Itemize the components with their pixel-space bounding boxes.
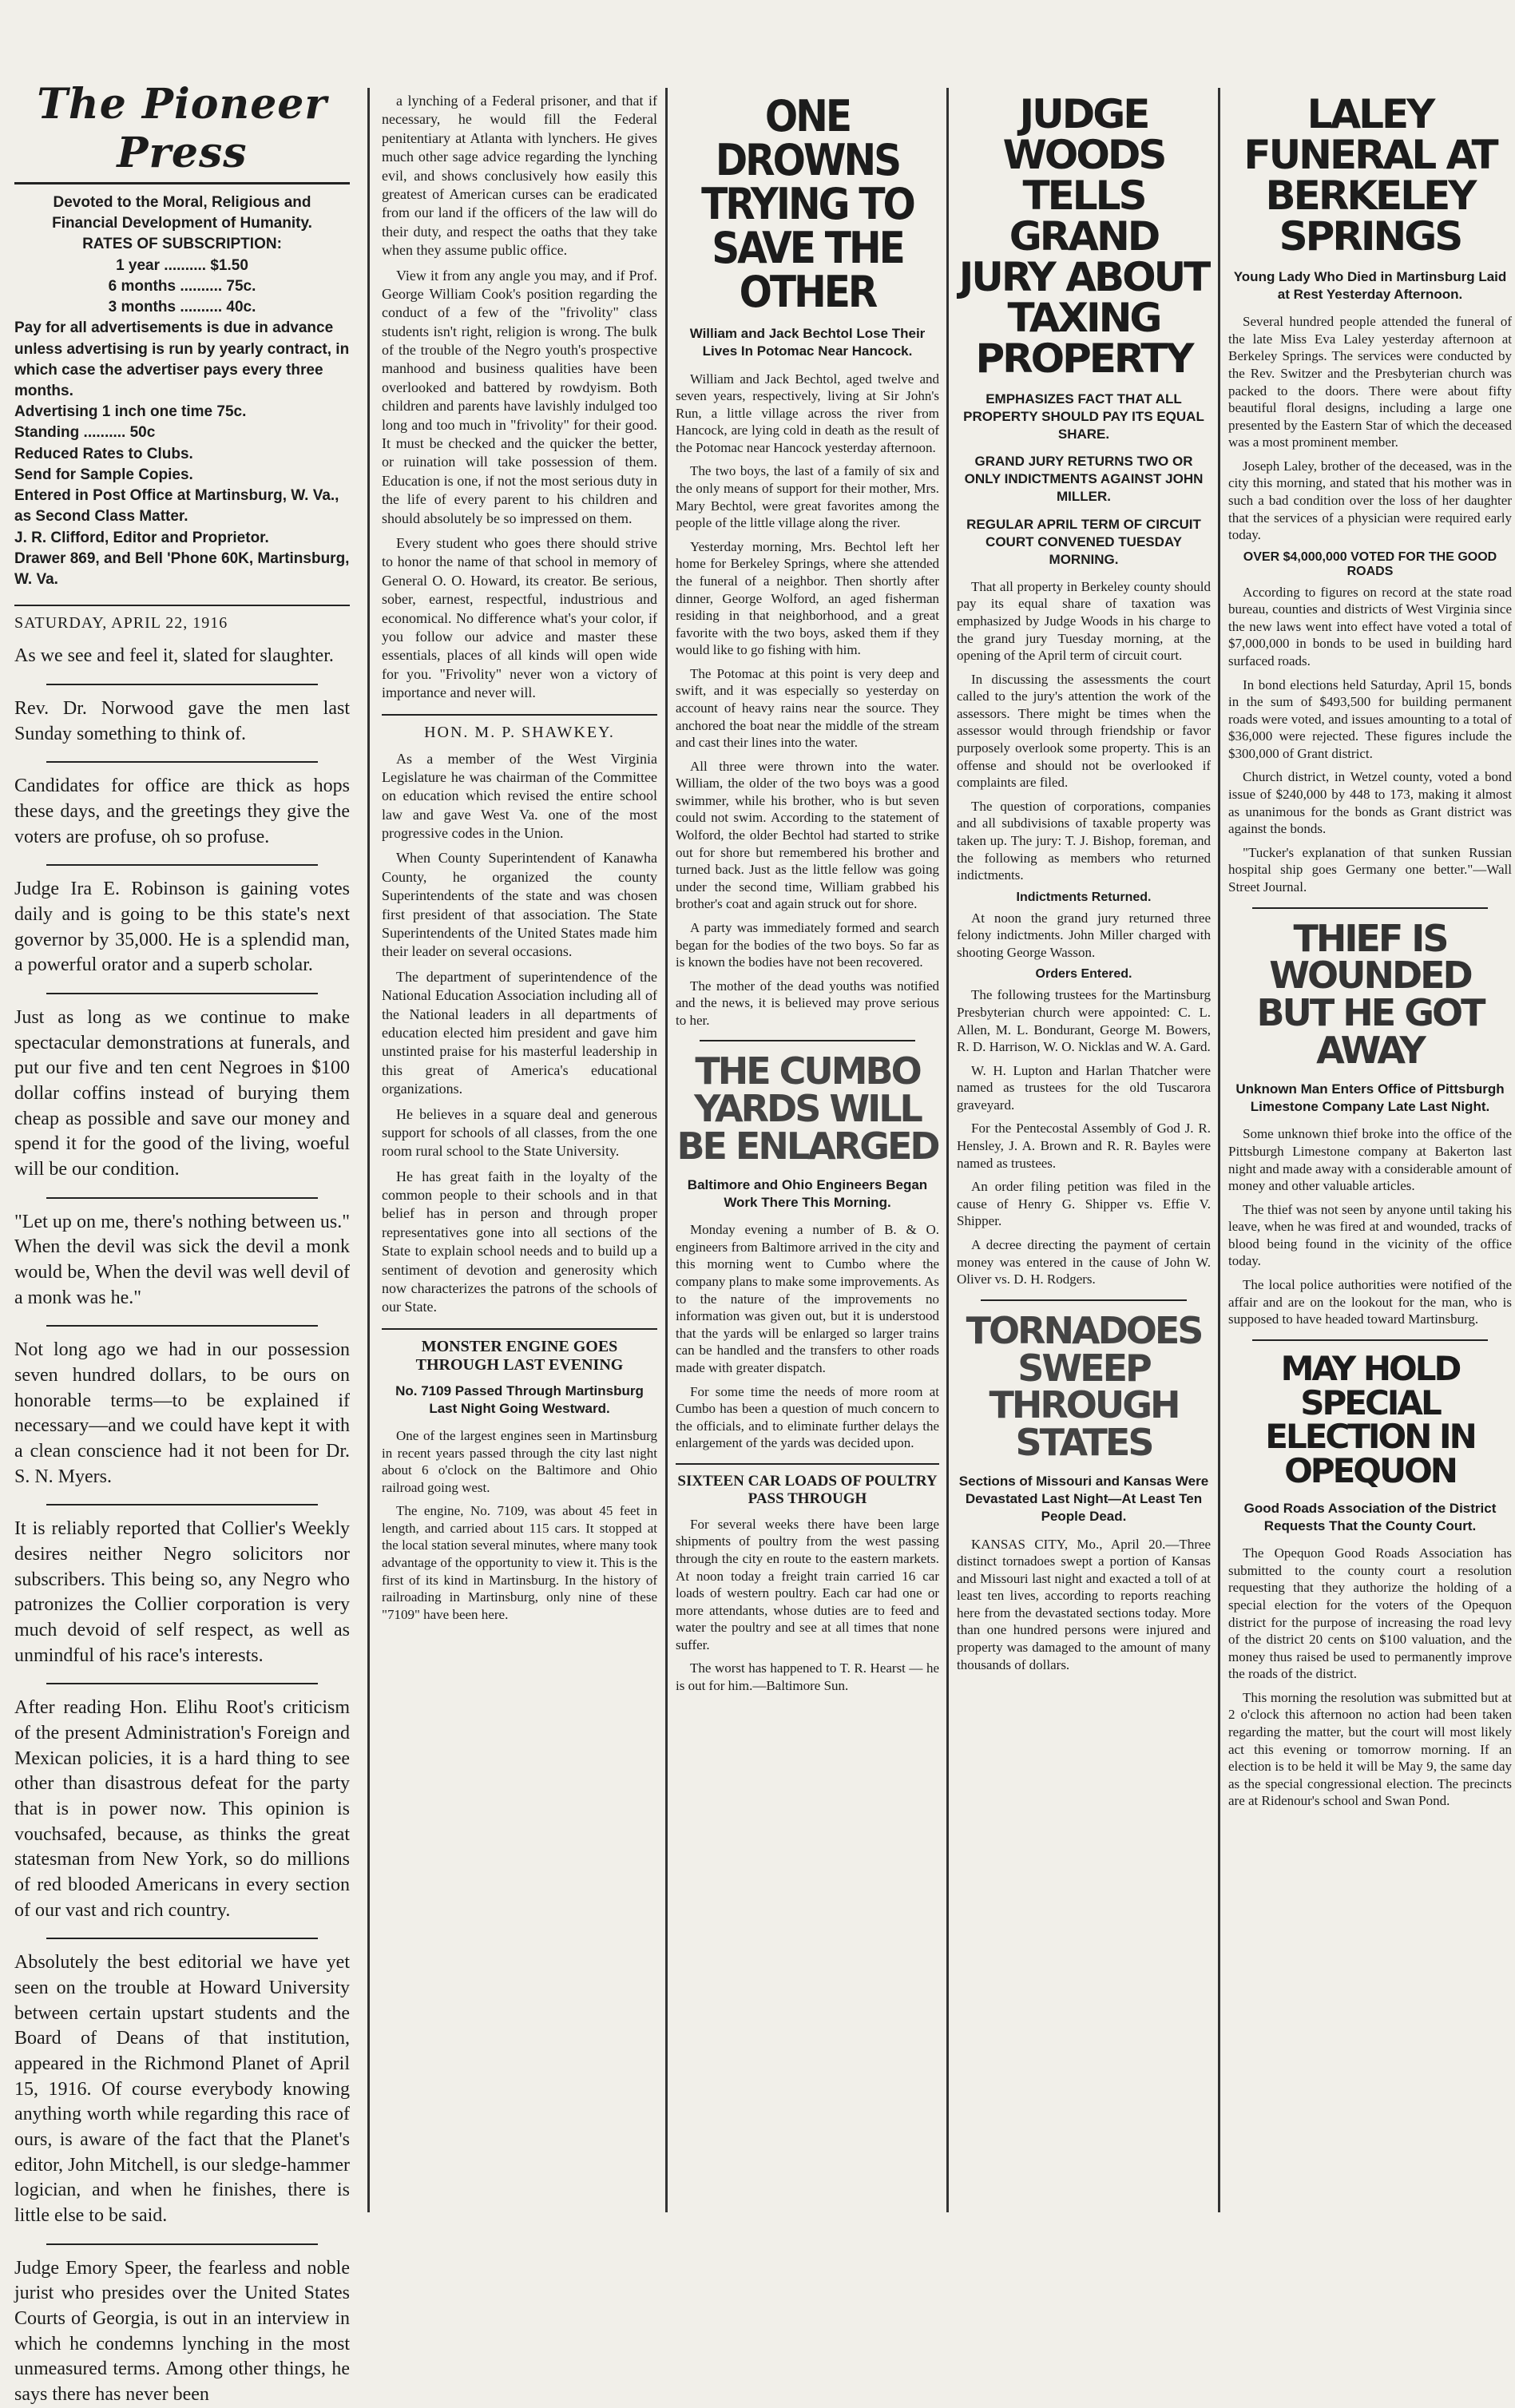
editorial-paragraph: It is reliably reported that Collier's Weekly desires neither Negro solicitors nor subscribers. This being so, any Negro who patronizes the Collier corporation is very much devoid of self respect, as well as unmindful of his race's interests. [14, 1518, 350, 1666]
drowning-headline: ONE DROWNS TRYING TO SAVE THE OTHER [701, 91, 914, 318]
article-paragraph: Joseph Laley, brother of the deceased, was in the city this morning, and stated that his mother was in such a bad condition over the loss of her daughter that the services of a physician were required early today. [1228, 458, 1512, 543]
article-paragraph: As a member of the West Virginia Legislature he was chairman of the Committee on education which revised the entire school law and gave West Va. one of the most progressive codes in the Union. [382, 750, 657, 842]
divider [1252, 1339, 1488, 1341]
article-paragraph: Some unknown thief broke into the office of the Pittsburgh Limestone company at Bakerton last night and made away with a considerable amount of money and other valuable articles. [1228, 1126, 1512, 1194]
column-rule [367, 88, 370, 2212]
editorial-paragraph: Not long ago we had in our possession seven hundred dollars, to be ours on honorable terms—to be explained if necessary—and we could have kept it with a clean conscience had it not been for Dr. S. N. Myers. [14, 1339, 350, 1487]
divider [46, 864, 318, 866]
article-paragraph: Yesterday morning, Mrs. Bechtol left her home for Berkeley Springs, where she attended the funeral of a neighbor. Then shortly after dinner, George Wolford, an aged fisherman residing in that neighborhood, and a great favorite with the two boys, asked them if they would like to go fishing with him. [676, 538, 939, 658]
article-paragraph: The question of corporations, companies and all subdivisions of taxable property was taken up. The jury: T. J. Bishop, foreman, and the following as members who returned indictments. [957, 798, 1211, 883]
article-paragraph: The department of superintendence of the National Education Association including all of the National leaders in all departments of education elected him president and gave him unstinted praise for his masterful leadership in this great of America's educational organizations. [382, 968, 657, 1097]
tornado-subhead: Sections of Missouri and Kansas Were Devastated Last Night—At Least Ten People Dead. [958, 1474, 1209, 1525]
masthead-info [14, 192, 350, 590]
article-paragraph: In bond elections held Saturday, April 15, bonds in the sum of $493,500 for building permanent roads were voted, and issues amounting to a total of $36,000 were rejected. These figures include the $300,000 of Grant district. [1228, 676, 1512, 761]
funeral-subhead: Young Lady Who Died in Martinsburg Laid at Rest Yesterday Afternoon. [1233, 269, 1507, 303]
article-paragraph: For the Pentecostal Assembly of God J. R. Hensley, J. A. Brown and R. R. Bayles were named as trustees. [957, 1121, 1211, 1171]
info-line: Advertising 1 inch one time 75c. [14, 403, 247, 421]
column-rule [665, 88, 668, 2212]
column-editorial [14, 80, 350, 2406]
editorial-paragraph: Judge Emory Speer, the fearless and noble jurist who presides over the United States Courts of Georgia, is out in an interview in which he condemns lynching in the most unmeasured terms. Among other things, he says there has never been [14, 2257, 350, 2406]
article-paragraph: View it from any angle you may, and if Prof. George William Cook's position regarding the conduct of a few of the "frivolity" class students isn't right, religion is wrong. The bulk of the trouble of the Negro youth's prospective manhood and business qualities have been overlooked and battered by rowdyism. Both children and parents have lavishly indulged too long and too much in "frivolity" for their good. It must be checked and the quicker the better, or ruination will take possession of them. Education is one, if not the most serious duty in the life of every parent to his children and should absolutely be so impressed on them. [382, 267, 657, 526]
info-line: 3 months .......... 40c. [108, 299, 256, 316]
court-subhead-3: REGULAR APRIL TERM OF CIRCUIT COURT CONVENED TUESDAY MORNING. [966, 516, 1201, 567]
special-election-headline: MAY HOLD SPECIAL ELECTION IN OPEQUON [1265, 1348, 1475, 1491]
divider [46, 1938, 318, 1939]
column-news-3 [1228, 91, 1512, 2215]
orders-head: Orders Entered. [1035, 967, 1132, 982]
article-paragraph: This morning the resolution was submitted but at 2 o'clock this afternoon no action had been taken regarding the matter, but the court will most likely act this evening or tomorrow morning. If an election is to be held it will be May 9, the same day as the special congressional election. The precincts are at Ridenour's school and Swan Pond. [1228, 1689, 1512, 1809]
info-line: Send for Sample Copies. [14, 466, 193, 483]
editorial-paragraph: As we see and feel it, slated for slaughter. [14, 645, 334, 667]
article-paragraph: A party was immediately formed and search began for the bodies of the two boys. So far as is known the bodies have not been recovered. [676, 919, 939, 970]
issue-date: SATURDAY, APRIL 22, 1916 [14, 605, 350, 633]
indictments-head: Indictments Returned. [1016, 890, 1152, 904]
drowning-subhead: William and Jack Bechtol Lose Their Lives In Potomac Near Hancock. [689, 326, 926, 359]
editorial-paragraph: "Let up on me, there's nothing between us." When the devil was sick the devil a monk would be, When the devil was well devil of a monk was he." [14, 1211, 350, 1308]
good-roads-head: OVER $4,000,000 VOTED FOR THE GOOD ROADS [1243, 549, 1497, 578]
poultry-headline: SIXTEEN CAR LOADS OF POULTRY PASS THROUGH [676, 1463, 939, 1508]
divider [46, 1504, 318, 1505]
editorial-paragraph: Rev. Dr. Norwood gave the men last Sunday something to think of. [14, 697, 350, 744]
article-paragraph: The Opequon Good Roads Association has submitted to the county court a resolution requesting that they authorize the holding of a special election for the voters of the Opequon district for the purpose of increasing the road levy of the district 20 cents on $100 valuation, and the money thus raised be used to permanently improve the roads of the district. [1228, 1545, 1512, 1682]
divider [46, 1325, 318, 1327]
article-paragraph: The Potomac at this point is very deep and swift, and it was especially so yesterday on account of heavy rains near the source. They anchored the boat near the middle of the stream and cast their lines into the water. [676, 665, 939, 751]
article-paragraph: Monday evening a number of B. & O. engineers from Baltimore arrived in the city and this morning went to Cumbo where the company plans to make some improvements. As to the nature of the improvements no information was given out, but it is understood that the yards will be enlarged so larger trains can be handled and the transfers to other roads made with greater dispatch. [676, 1222, 939, 1375]
article-paragraph: The mother of the dead youths was notified and the news, it is believed may prove serious to her. [676, 978, 939, 1028]
article-paragraph: All three were thrown into the water. William, the older of the two boys was a good swimmer, while his brother, who is but seven could not swim. According to the statement of Wolford, the older Bechtol had started to strike out for shore but remembered his brother and turned back. Just as the little fellow was going under the second time, William grabbed his brother's coat and again struck out for shore. [676, 758, 939, 912]
divider [46, 1683, 318, 1684]
info-line: Standing .......... 50c [14, 424, 156, 442]
article-paragraph: The thief was not seen by anyone until taking his leave, when he was fired at and wounded, tracks of blood being found in the vicinity of the office today. [1228, 1201, 1512, 1269]
info-line: Pay for all advertisements is due in advance unless advertising is run by yearly contract, in which case the advertiser pays every three months. [14, 319, 350, 399]
column-rule [1218, 88, 1220, 2212]
yards-subhead: Baltimore and Ohio Engineers Began Work There This Morning. [687, 1177, 928, 1211]
info-line: Entered in Post Office at Martinsburg, W. Va., as Second Class Matter. [14, 487, 339, 526]
article-paragraph: A decree directing the payment of certain money was entered in the cause of John W. Oliver vs. D. H. Rodgers. [957, 1236, 1211, 1287]
article-paragraph: Every student who goes there should strive to honor the name of that school in memory of General O. O. Howard, its creator. Be serious, sober, earnest, respectful, industrious and economical. No difference what's your color, if you follow our advice and master these essentials, places of all kinds will open wide for you. "Frivolity" never won a victory of importance and never will. [382, 534, 657, 701]
article-paragraph: He has great faith in the loyalty of the common people to their schools and in that belief has in person and through proper representatives gone into all sections of the State to explain school needs and to build up a sentiment of devotion and generosity which now characterizes the patrons of the schools of our State. [382, 1168, 657, 1315]
info-line: Devoted to the Moral, Religious and [53, 194, 311, 211]
column-rule [946, 88, 949, 2212]
info-line: 6 months .......... 75c. [108, 277, 256, 295]
section-title: HON. M. P. SHAWKEY. [382, 714, 657, 742]
info-line: Drawer 869, and Bell 'Phone 60K, Martinsburg, W. Va. [14, 549, 350, 588]
column-editorial-2 [382, 92, 657, 2216]
yards-headline: THE CUMBO YARDS WILL BE ENLARGED [676, 1049, 938, 1168]
court-subhead: EMPHASIZES FACT THAT ALL PROPERTY SHOULD PAY ITS EQUAL SHARE. [963, 391, 1204, 442]
info-line: Financial Development of Humanity. [52, 215, 312, 232]
article-paragraph: An order filing petition was filed in the cause of Henry G. Shipper vs. Effie V. Shipper. [957, 1179, 1211, 1229]
article-paragraph: When County Superintendent of Kanawha County, he organized the county Superintendents of the state and was chosen first president of that association. The State Superintendents of the United States made him their leader on several occasions. [382, 850, 657, 960]
engine-headline: MONSTER ENGINE GOES THROUGH LAST EVENING [382, 1328, 657, 1375]
info-line: J. R. Clifford, Editor and Proprietor. [14, 529, 269, 546]
article-paragraph: The engine, No. 7109, was about 45 feet in length, and carried about 115 cars. It stopped at the local station several minutes, where many took advantage of the opportunity to view it. This is the first of its kind in Martinsburg. In the history of railroading in Martinsburg, only nine of these "7109" have been here. [382, 1503, 657, 1622]
editorial-paragraph: Absolutely the best editorial we have yet seen on the trouble at Howard University between certain upstart students and the Board of Deans of that institution, appeared in the Richmond Planet of April 15, 1916. Of course everybody knowing anything worth while regarding this race of ours, is aware of the fact that the Planet's editor, John Mitchell, is our sledge-hammer logician, and when he finishes, there is little else to be said. [14, 1952, 350, 2227]
engine-subhead: No. 7109 Passed Through Martinsburg Last Night Going Westward. [395, 1383, 644, 1416]
article-paragraph: One of the largest engines seen in Martinsburg in recent years passed through the city last night about 6 o'clock on the Baltimore and Ohio railroad going west. [382, 1428, 657, 1495]
article-paragraph: That all property in Berkeley county should pay its equal share of taxation was emphasized by Judge Woods in his charge to the grand jury Tuesday morning, at the opening of the April term of circuit court. [957, 578, 1211, 664]
thief-subhead: Unknown Man Enters Office of Pittsburgh Limestone Company Late Last Night. [1235, 1081, 1505, 1115]
article-paragraph: a lynching of a Federal prisoner, and that if necessary, he would fill the Federal penitentiary at Atlanta with lynchers. He gives much other sage advice regarding the lynching evil, and shows conclusively how easily this greatest of American curses can be eradicated from our land if the officers of the law will do their duty, and respect the oaths that they take when they assume public office. [382, 93, 657, 259]
column-news-1 [676, 91, 939, 2215]
divider [981, 1299, 1187, 1301]
masthead: The Pioneer Press [14, 80, 350, 184]
article-paragraph: According to figures on record at the state road bureau, counties and districts of West Virginia since the new laws went into effect have voted a total of $7,000,000 in bonds to be used in building hard surfaced roads. [1228, 584, 1512, 669]
funeral-headline: LALEY FUNERAL AT BERKELEY SPRINGS [1243, 91, 1497, 260]
divider [46, 684, 318, 685]
article-paragraph: Several hundred people attended the funeral of the late Miss Eva Laley yesterday afternoon at Berkeley Springs. The services were conducted by the Rev. Switzer and the Presbyterian church was packed to the doors. There were about fifty beautiful floral designs, including a large one presented by the Eastern Star of which the deceased was a most prominent member. [1228, 314, 1512, 450]
article-paragraph: At noon the grand jury returned three felony indictments. John Miller charged with shooting George Wasson. [957, 910, 1211, 960]
article-paragraph: The following trustees for the Martinsburg Presbyterian church were appointed: C. L. Allen, M. L. Bondurant, George M. Bowers, R. D. Harrison, W. O. Nicklas and W. A. Gard. [957, 987, 1211, 1055]
divider [46, 1197, 318, 1199]
column-news-2 [957, 91, 1211, 2215]
editorial-paragraph: Just as long as we continue to make spectacular demonstrations at funerals, and put our five and ten cent Negroes in $100 dollar coffins instead of burying them cheap as possible and save our money and spend it for the good of the living, woeful will be our condition. [14, 1006, 350, 1180]
article-paragraph: In discussing the assessments the court called to the jury's attention the work of the assessors. There might be times when the assessor would through friendship or favor purposely overlook some property. This is an offense and should not be overlooked if complaints are filed. [957, 671, 1211, 791]
article-paragraph: He believes in a square deal and generous support for schools of all classes, from the one room rural school to the State University. [382, 1105, 657, 1160]
editorial-paragraph: Judge Ira E. Robinson is gaining votes daily and is going to be this state's next governor by 35,000. He is a splendid man, a powerful orator and a superb scholar. [14, 879, 350, 976]
court-headline: JUDGE WOODS TELLS GRAND JURY ABOUT TAXING PROPERTY [958, 91, 1209, 382]
info-line: 1 year .......... $1.50 [116, 256, 248, 274]
court-subhead-2: GRAND JURY RETURNS TWO OR ONLY INDICTMENTS AGAINST JOHN MILLER. [964, 454, 1204, 505]
article-paragraph: Church district, in Wetzel county, voted a bond issue of $240,000 by 448 to 173, making it almost as unanimous for the bonds as Grant district was against the bonds. [1228, 769, 1512, 837]
editorial-paragraph: Candidates for office are thick as hops these days, and the greetings they give the voters are profuse, oh so profuse. [14, 776, 350, 847]
thief-headline: THIEF IS WOUNDED BUT HE GOT AWAY [1256, 916, 1484, 1073]
divider [46, 761, 318, 763]
info-line: Reduced Rates to Clubs. [14, 445, 193, 462]
article-paragraph: The worst has happened to T. R. Hearst — he is out for him.—Baltimore Sun. [676, 1660, 939, 1694]
article-paragraph: For several weeks there have been large shipments of poultry from the west passing through the city en route to the eastern markets. At noon today a freight train carried 16 car loads of western poultry. Each car had one or more attendants, whose duties are to feed and water the poultry and see at all times that none suffer. [676, 1516, 939, 1652]
divider [46, 993, 318, 994]
divider [1252, 907, 1488, 909]
divider [46, 2243, 318, 2245]
editorial-paragraph: After reading Hon. Elihu Root's criticism of the present Administration's Foreign and Mexican policies, it is a hard thing to see other than disastrous defeat for the party that is in power now. This opinion is vouchsafed, because, as thinks the great statesman from New York, so do millions of red blooded Americans in every section of our vast and rich country. [14, 1697, 350, 1921]
article-paragraph: W. H. Lupton and Harlan Thatcher were named as trustees for the old Tuscarora graveyard. [957, 1062, 1211, 1113]
article-paragraph: William and Jack Bechtol, aged twelve and seven years, respectively, living at Sir John's Run, a little village across the river from Hancock, are lying cold in death as the result of the Potomac near Hancock yesterday afternoon. [676, 371, 939, 455]
article-paragraph: KANSAS CITY, Mo., April 20.—Three distinct tornadoes swept a portion of Kansas and Missouri last night and exacted a toll of at least ten lives, according to reports reaching here from the devastated sections today. More than one hundred persons were injured and property was damaged to the amount of many thousands of dollars. [957, 1536, 1211, 1672]
info-line: RATES OF SUBSCRIPTION: [82, 236, 282, 253]
article-paragraph: The local police authorities were notified of the affair and are on the lookout for the man, who is supposed to have headed toward Martinsburg. [1228, 1276, 1512, 1327]
article-paragraph: "Tucker's explanation of that sunken Russian hospital ship goes Germany one better."—Wall Street Journal. [1228, 844, 1512, 895]
special-election-subhead: Good Roads Association of the District Requests That the County Court. [1243, 1501, 1497, 1534]
article-paragraph: For some time the needs of more room at Cumbo has been a question of much concern to the officials, and to eliminate further delays the enlargement of the yards was decided upon. [676, 1383, 939, 1451]
article-paragraph: The two boys, the last of a family of six and the only means of support for their mother, Mrs. Mary Bechtol, were great favorites among the people of the little village along the river. [676, 463, 939, 531]
divider [700, 1040, 915, 1041]
tornado-headline: TORNADOES SWEEP THROUGH STATES [966, 1308, 1202, 1465]
